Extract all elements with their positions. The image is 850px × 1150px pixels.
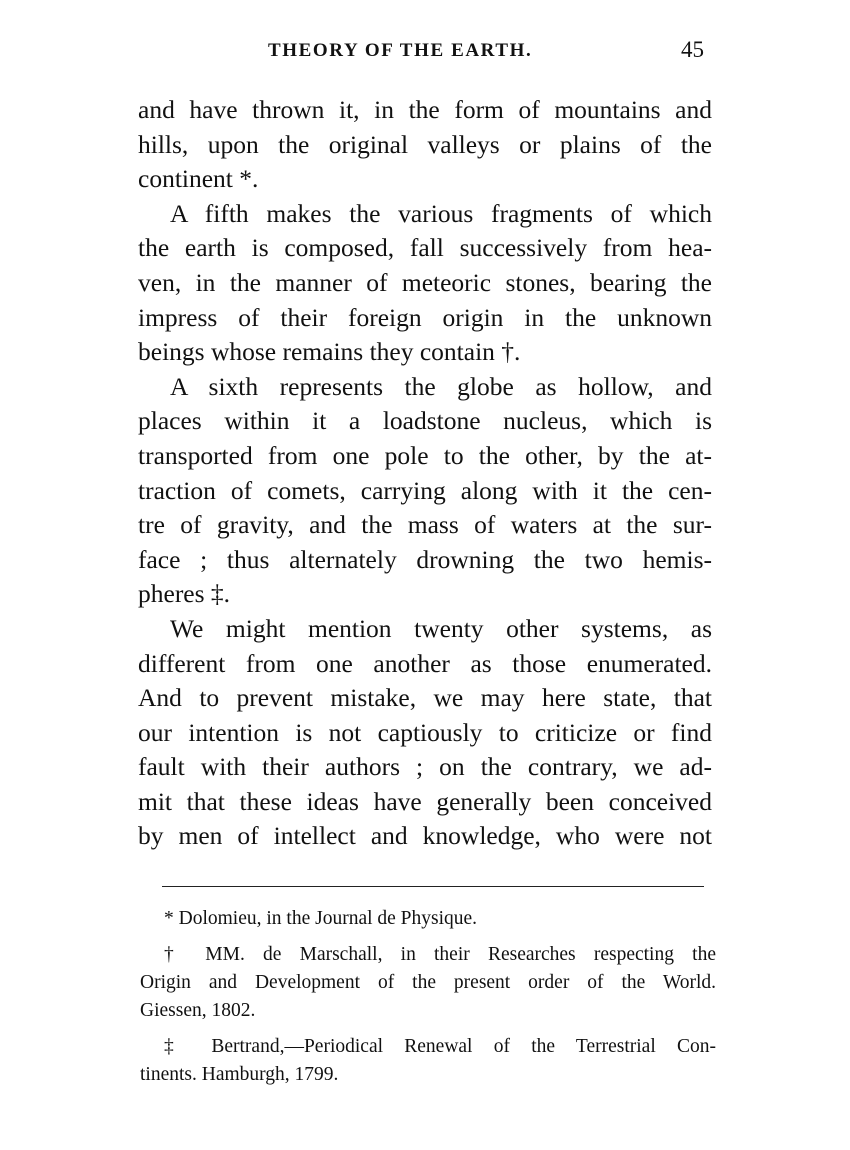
text-line: mit that these ideas have generally been conceived xyxy=(138,786,712,816)
text-line: pheres ‡. xyxy=(138,579,231,609)
text-line: the earth is composed, fall successively from hea- xyxy=(138,233,712,263)
text-line: places within it a loadstone nucleus, which is xyxy=(138,406,712,436)
text-line: by men of intellect and knowledge, who were not xyxy=(138,821,712,851)
footnote-bertrand-line: tinents. Hamburgh, 1799. xyxy=(140,1064,339,1085)
footnote-gap xyxy=(140,933,716,941)
footnotes xyxy=(140,905,716,1089)
text-line: impress of their foreign origin in the unknown xyxy=(138,302,712,332)
text-line: and have thrown it, in the form of mountains and xyxy=(138,95,712,124)
text-line: A sixth represents the globe as hollow, and xyxy=(170,371,712,401)
footnote-marschall-line: † MM. de Marschall, in their Researches respecting the xyxy=(164,944,716,965)
text-line: tre of gravity, and the mass of waters at the sur- xyxy=(138,510,712,540)
text-line: face ; thus alternately drowning the two hemis- xyxy=(138,544,712,574)
running-head: THEORY OF THE EARTH. xyxy=(268,40,533,61)
text-line: different from one another as those enumerated. xyxy=(138,648,712,678)
text-line: beings whose remains they contain †. xyxy=(138,337,521,367)
body-text xyxy=(138,93,712,854)
text-line: our intention is not captiously to criticize or find xyxy=(138,717,712,747)
footnote-marschall-line: Origin and Development of the present order of the World. xyxy=(140,972,716,993)
text-line: A fifth makes the various fragments of which xyxy=(170,198,712,228)
page-number: 45 xyxy=(681,37,704,62)
text-line: ven, in the manner of meteoric stones, bearing the xyxy=(138,267,712,297)
text-line: fault with their authors ; on the contrary, we ad- xyxy=(138,752,712,782)
text-line: transported from one pole to the other, by the at- xyxy=(138,440,712,470)
footnote-divider xyxy=(162,886,704,887)
text-line: And to prevent mistake, we may here state, that xyxy=(138,683,712,713)
footnote-gap xyxy=(140,1025,716,1033)
page-header xyxy=(138,37,710,70)
text-line: traction of comets, carrying along with it the cen- xyxy=(138,475,712,505)
text-line: continent *. xyxy=(138,164,259,194)
text-line: We might mention twenty other systems, as xyxy=(170,613,712,643)
text-line: hills, upon the original valleys or plains of the xyxy=(138,129,712,159)
footnote-bertrand-line: ‡ Bertrand,—Periodical Renewal of the Terrestrial Con- xyxy=(164,1036,716,1057)
footnote-dolomieu: * Dolomieu, in the Journal de Physique. xyxy=(164,908,478,929)
footnote-marschall-line: Giessen, 1802. xyxy=(140,1000,256,1021)
